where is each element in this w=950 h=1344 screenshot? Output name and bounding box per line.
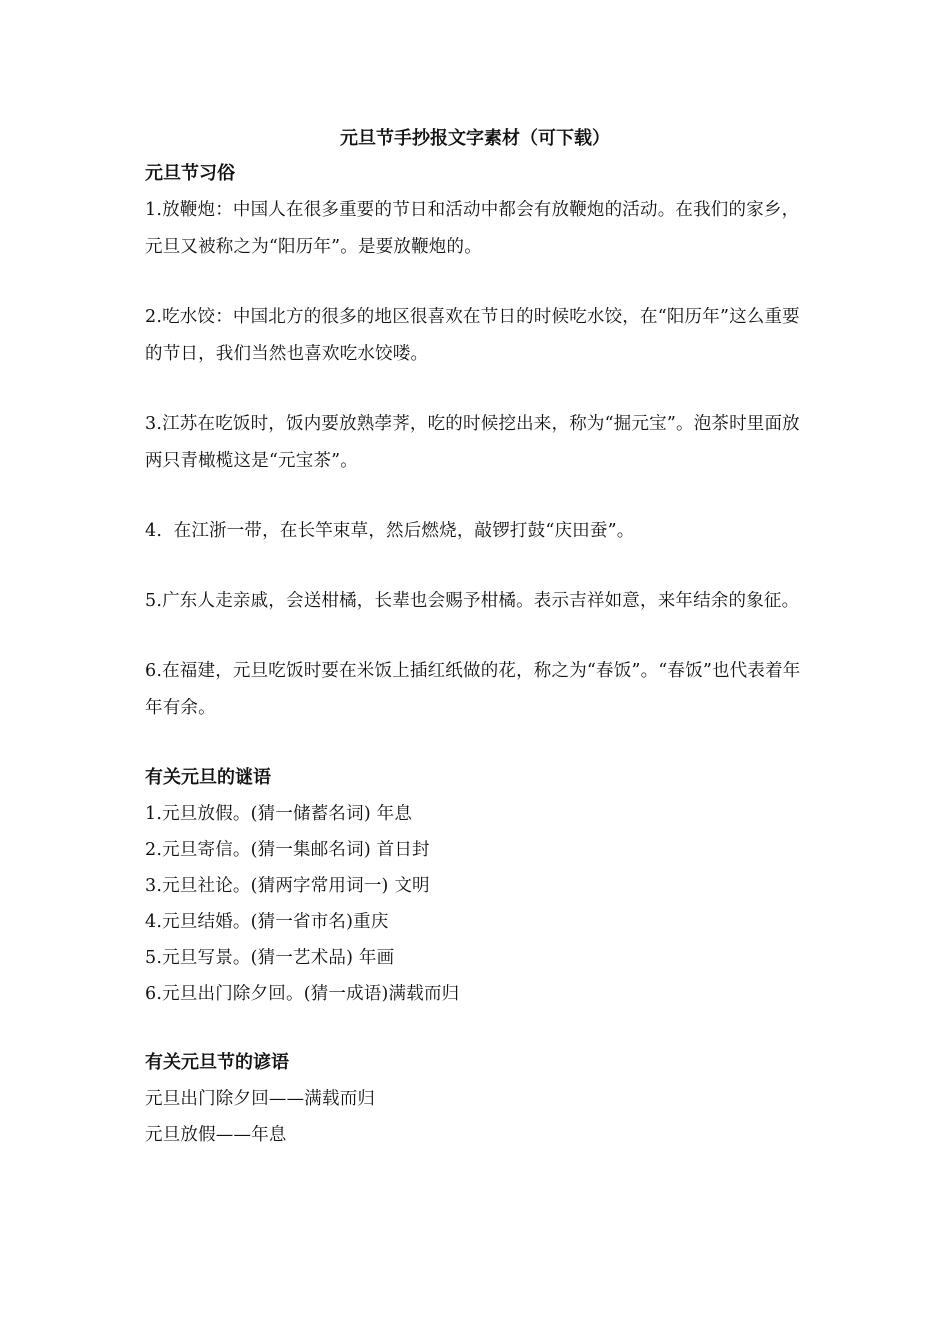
riddle-item-6: 6.元旦出门除夕回。(猜一成语)满载而归: [145, 984, 460, 1004]
custom-item-5: 5.广东人走亲戚，会送柑橘，长辈也会赐予柑橘。表示吉祥如意，来年结余的象征。: [145, 591, 800, 611]
custom-item-3: 3.江苏在吃饭时，饭内要放熟荸荠，吃的时候挖出来，称为“掘元宝”。泡茶时里面放两只青橄榄这是“元宝茶”。: [145, 414, 800, 471]
riddles-heading: 有关元旦的谜语: [145, 767, 271, 788]
riddle-item-2: 2.元旦寄信。(猜一集邮名词) 首日封: [145, 840, 430, 860]
proverb-item-1: 元旦出门除夕回——满载而归: [145, 1089, 376, 1109]
custom-item-2: 2.吃水饺：中国北方的很多的地区很喜欢在节日的时候吃水饺，在“阳历年”这么重要的节日，我们当然也喜欢吃水饺喽。: [145, 307, 800, 364]
document-title: 元旦节手抄报文字素材（可下载）: [340, 128, 610, 149]
custom-item-1: 1.放鞭炮：中国人在很多重要的节日和活动中都会有放鞭炮的活动。在我们的家乡，元旦又被称之为“阳历年”。是要放鞭炮的。: [145, 200, 800, 257]
proverb-item-2: 元旦放假——年息: [145, 1125, 287, 1145]
riddle-item-4: 4.元旦结婚。(猜一省市名)重庆: [145, 912, 389, 932]
custom-item-6: 6.在福建，元旦吃饭时要在米饭上插红纸做的花，称之为“春饭”。“春饭”也代表着年年有余。: [145, 661, 801, 718]
riddle-item-5: 5.元旦写景。(猜一艺术品) 年画: [145, 948, 395, 968]
custom-item-4: 4. 在江浙一带，在长竿束草，然后燃烧，敲锣打鼓“庆田蚕”。: [145, 521, 635, 541]
proverbs-section: [145, 1045, 805, 1153]
proverbs-heading: 有关元旦节的谚语: [145, 1052, 289, 1073]
customs-section: [145, 156, 805, 727]
riddle-item-3: 3.元旦社论。(猜两字常用词一) 文明: [145, 876, 430, 896]
customs-heading: 元旦节习俗: [145, 163, 235, 184]
document-page: [145, 122, 805, 1153]
riddle-item-1: 1.元旦放假。(猜一储蓄名词) 年息: [145, 804, 413, 824]
riddles-section: [145, 760, 805, 1012]
